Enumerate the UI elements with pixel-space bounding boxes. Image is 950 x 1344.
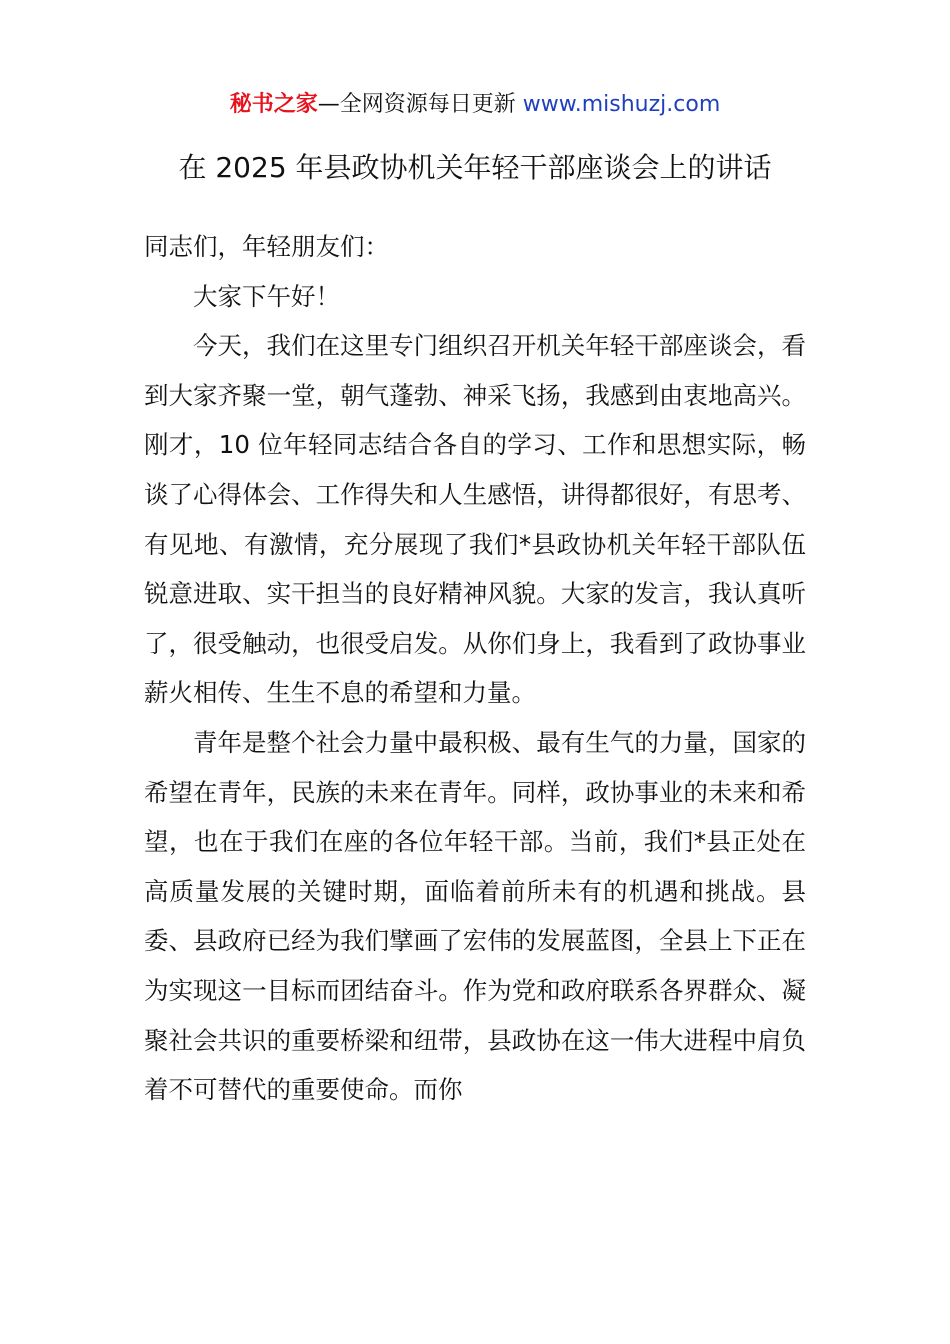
- salutation: 同志们，年轻朋友们：: [144, 232, 389, 261]
- site-url-link[interactable]: www.mishuzj.com: [522, 92, 721, 117]
- document-body: [144, 222, 806, 1115]
- site-header: [0, 88, 950, 122]
- document-title: 在 2025 年县政协机关年轻干部座谈会上的讲话: [178, 151, 772, 184]
- paragraph-opening: 今天，我们在这里专门组织召开机关年轻干部座谈会，看到大家齐聚一堂，朝气蓬勃、神采飞扬，我感到由衷地高兴。刚才，10 位年轻同志结合各自的学习、工作和思想实际，畅谈了心得体会、工作得失和人生感悟，讲得都很好，有思考、有见地、有激情，充分展现了我们*县政协机关年轻干部队伍锐意进取、实干担当的良好精神风貌。大家的发言，我认真听了，很受触动，也很受启发。从你们身上，我看到了政协事业薪火相传、生生不息的希望和力量。: [144, 331, 806, 708]
- site-brand[interactable]: 秘书之家: [229, 92, 318, 117]
- site-tagline: —全网资源每日更新: [317, 92, 523, 117]
- paragraph-youth: 青年是整个社会力量中最积极、最有生气的力量，国家的希望在青年，民族的未来在青年。同样，政协事业的未来和希望，也在于我们在座的各位年轻干部。当前，我们*县正处在高质量发展的关键时期，面临着前所未有的机遇和挑战。县委、县政府已经为我们擘画了宏伟的发展蓝图，全县上下正在为实现这一目标而团结奋斗。作为党和政府联系各界群众、凝聚社会共识的重要桥梁和纽带，县政协在这一伟大进程中肩负着不可替代的重要使命。而你: [144, 727, 806, 1105]
- paragraph-greeting: 大家下午好！: [193, 281, 340, 311]
